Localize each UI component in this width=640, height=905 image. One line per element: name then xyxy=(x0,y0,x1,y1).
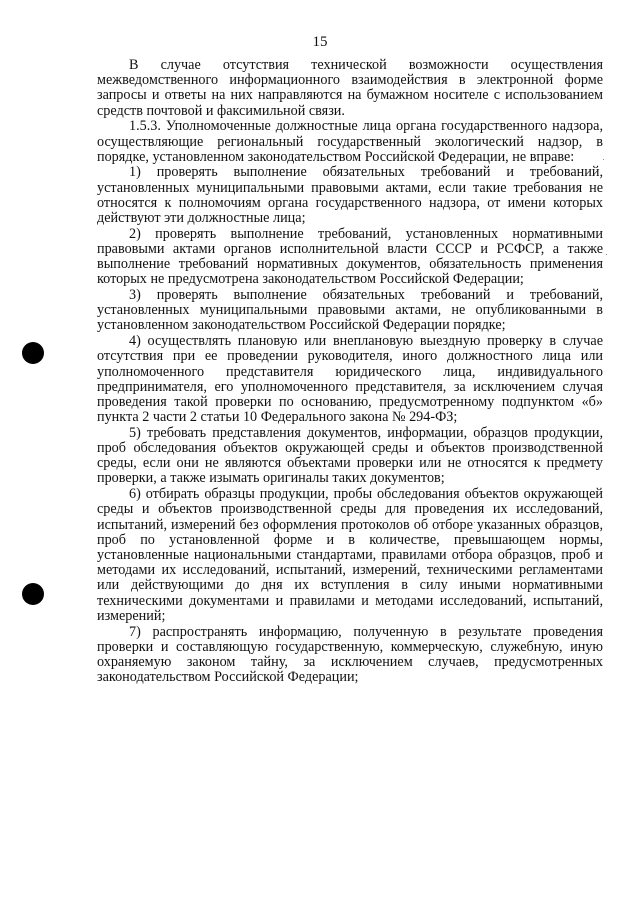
list-item-3: 3) проверять выполнение обязательных требований и требований, установленных муниципальными правовыми актами, не опубликованными в установленном законодательством Российской Федерации порядке; xyxy=(97,287,603,334)
list-item-2: 2) проверять выполнение требований, установленных нормативными правовыми актами органов исполнительной власти СССР и РСФСР, а также выполнение требований нормативных документов, обязательность применения которых не предусмотрена законодательством Российской Федерации; xyxy=(97,225,603,288)
list-item-1: 1) проверять выполнение обязательных требований и требований, установленных муниципальными правовыми актами, если такие требования не относятся к полномочиям органа государственного надзора, от имени которых действуют эти должностные лица; xyxy=(97,164,603,227)
scan-speck xyxy=(606,254,607,255)
list-item-7: 7) распространять информацию, полученную в результате проведения проверки и составляющую государственную, коммерческую, служебную, иную охраняемую законом тайну, за исключением случаев, предусмотренных законодательством Российской Федерации; xyxy=(97,623,603,686)
list-item-6: 6) отбирать образцы продукции, пробы обследования объектов окружающей среды и объектов производственной среды для проведения их исследований, испытаний, измерений без оформления протоколов об отборе указанных образцов, проб по установленной форме и в количестве, превышающем нормы, установленные национальными стандартами, правилами отбора образцов, проб и методами их исследований, испытаний, измерений, техническими регламентами или действующими до дня их вступления в силу иными нормативными техническими документами и правилами и методами исследований, испытаний, измерений; xyxy=(97,486,603,624)
document-body xyxy=(97,58,603,686)
page-number: 15 xyxy=(312,34,328,50)
punch-hole-mark xyxy=(22,583,44,605)
paragraph-section-1-5-3: 1.5.3. Уполномоченные должностные лица органа государственного надзора, осуществляющие региональный государственный экологический надзор, в порядке, установленном законодательством Российской Федерации, не вправе: xyxy=(97,118,603,165)
list-item-4: 4) осуществлять плановую или внеплановую выездную проверку в случае отсутствия при ее проведении руководителя, иного должностного лица или уполномоченного представителя юридического лица, индивидуального предпринимателя, его уполномоченного представителя, за исключением случая проведения такой проверки по основанию, предусмотренному подпунктом «б» пункта 2 части 2 статьи 10 Федерального закона № 294-ФЗ; xyxy=(97,333,603,426)
punch-hole-mark xyxy=(22,342,44,364)
paragraph-intro: В случае отсутствия технической возможности осуществления межведомственного информационного взаимодействия в электронной форме запросы и ответы на них направляются на бумажном носителе с использованием средств почтовой и факсимильной связи. xyxy=(97,57,603,119)
list-item-5: 5) требовать представления документов, информации, образцов продукции, проб обследования объектов окружающей среды и объектов производственной среды, если они не являются объектами проверки или не относятся к предмету проверки, а также изымать оригиналы таких документов; xyxy=(97,424,603,487)
scan-speck xyxy=(603,159,604,160)
